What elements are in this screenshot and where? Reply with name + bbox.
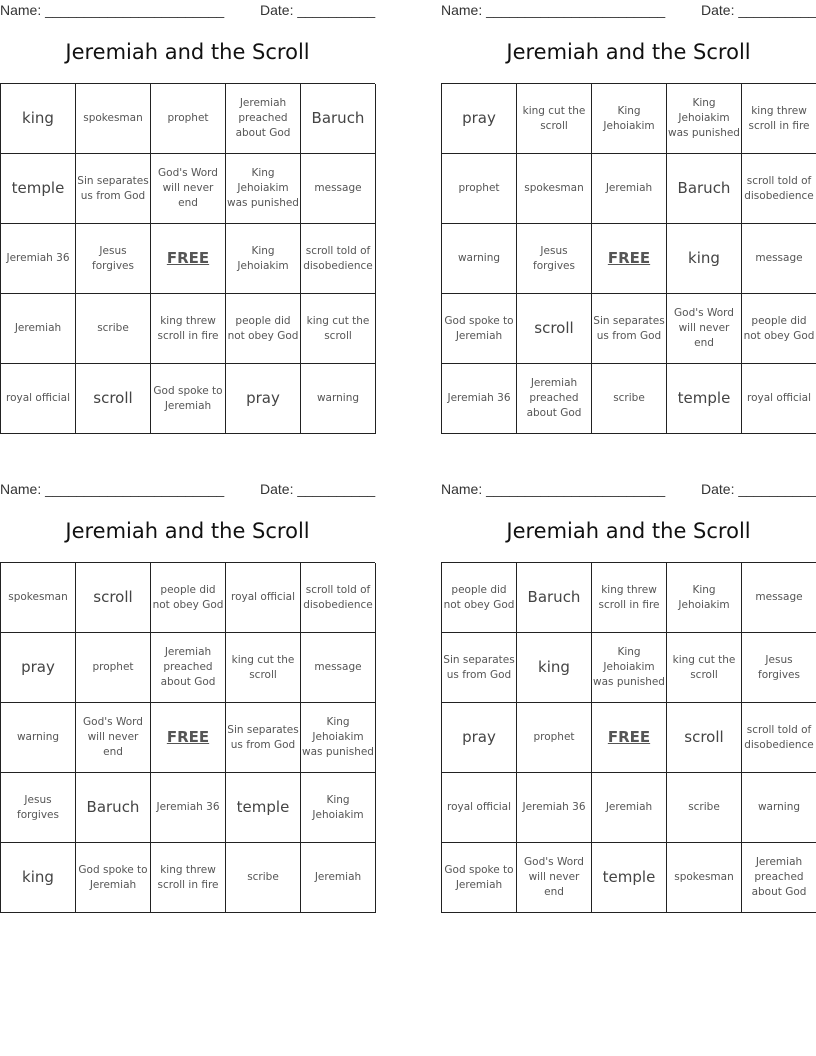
bingo-cell: Jeremiah [592, 154, 667, 224]
bingo-cell: pray [442, 703, 517, 773]
bingo-cell: Jeremiah [1, 294, 76, 364]
bingo-cell: spokesman [517, 154, 592, 224]
bingo-card-3 [0, 479, 375, 914]
bingo-cell: king cut the scroll [517, 84, 592, 154]
bingo-cell: prophet [151, 84, 226, 154]
bingo-cell: Jesus forgives [76, 224, 151, 294]
bingo-grid [0, 83, 375, 434]
name-date-row [441, 481, 816, 499]
name-date-row [0, 2, 375, 20]
bingo-cell: message [301, 633, 376, 703]
bingo-cell: Sin separates us from God [592, 294, 667, 364]
bingo-cell: king threw scroll in fire [742, 84, 816, 154]
bingo-card-4 [441, 479, 816, 914]
bingo-cell: spokesman [1, 563, 76, 633]
bingo-cell: scroll told of disobedience [301, 224, 376, 294]
name-field: Name: _______________________ [0, 2, 225, 18]
bingo-cell: king [1, 84, 76, 154]
bingo-cell: temple [667, 364, 742, 434]
bingo-cell: God spoke to Jeremiah [442, 294, 517, 364]
bingo-cell: Sin separates us from God [442, 633, 517, 703]
bingo-cell: Jeremiah preached about God [742, 843, 816, 913]
bingo-cell: scribe [667, 773, 742, 843]
bingo-cell: King Jehoiakim was punished [301, 703, 376, 773]
bingo-cell: Jeremiah preached about God [517, 364, 592, 434]
bingo-cell: Sin separates us from God [76, 154, 151, 224]
bingo-cell: royal official [226, 563, 301, 633]
bingo-cell: king cut the scroll [226, 633, 301, 703]
bingo-cell: message [742, 563, 816, 633]
bingo-cell: scroll [76, 364, 151, 434]
bingo-cell: Jeremiah [301, 843, 376, 913]
bingo-cell: Jeremiah preached about God [226, 84, 301, 154]
bingo-cell: king threw scroll in fire [592, 563, 667, 633]
bingo-cell: King Jehoiakim [667, 563, 742, 633]
bingo-cell: message [301, 154, 376, 224]
bingo-cell: God's Word will never end [76, 703, 151, 773]
bingo-grid [441, 83, 816, 434]
card-title: Jeremiah and the Scroll [65, 519, 310, 543]
free-space-cell: FREE [151, 224, 226, 294]
bingo-cell: God spoke to Jeremiah [76, 843, 151, 913]
bingo-cell: Jeremiah 36 [151, 773, 226, 843]
bingo-cell: king cut the scroll [667, 633, 742, 703]
bingo-cell: scribe [592, 364, 667, 434]
bingo-grid [441, 562, 816, 913]
name-field: Name: _______________________ [441, 481, 666, 497]
bingo-cell: God's Word will never end [151, 154, 226, 224]
bingo-cell: people did not obey God [151, 563, 226, 633]
bingo-cell: Baruch [517, 563, 592, 633]
bingo-cell: scribe [76, 294, 151, 364]
bingo-card-1 [0, 0, 375, 435]
bingo-cell: King Jehoiakim was punished [592, 633, 667, 703]
name-date-row [0, 481, 375, 499]
bingo-cell: Baruch [667, 154, 742, 224]
bingo-cell: Jeremiah 36 [1, 224, 76, 294]
date-field: Date: __________ [701, 2, 816, 18]
bingo-cell: spokesman [76, 84, 151, 154]
bingo-cell: scroll [76, 563, 151, 633]
bingo-cell: pray [442, 84, 517, 154]
bingo-cell: scroll [667, 703, 742, 773]
bingo-cell: warning [442, 224, 517, 294]
bingo-cell: temple [1, 154, 76, 224]
bingo-cell: royal official [442, 773, 517, 843]
bingo-cell: king [667, 224, 742, 294]
bingo-cell: prophet [442, 154, 517, 224]
bingo-cell: God's Word will never end [667, 294, 742, 364]
free-space-cell: FREE [592, 224, 667, 294]
bingo-cell: scroll told of disobedience [742, 154, 816, 224]
bingo-cell: Jesus forgives [517, 224, 592, 294]
name-field: Name: _______________________ [0, 481, 225, 497]
card-title: Jeremiah and the Scroll [65, 40, 310, 64]
bingo-cell: God spoke to Jeremiah [442, 843, 517, 913]
bingo-cell: Jeremiah 36 [517, 773, 592, 843]
name-date-row [441, 2, 816, 20]
bingo-cell: king [517, 633, 592, 703]
bingo-cell: scroll [517, 294, 592, 364]
bingo-cell: royal official [1, 364, 76, 434]
name-field: Name: _______________________ [441, 2, 666, 18]
bingo-cell: Jeremiah preached about God [151, 633, 226, 703]
bingo-cell: people did not obey God [742, 294, 816, 364]
bingo-cell: Jesus forgives [1, 773, 76, 843]
bingo-cell: people did not obey God [226, 294, 301, 364]
bingo-cell: Jesus forgives [742, 633, 816, 703]
bingo-cell: God's Word will never end [517, 843, 592, 913]
free-space-cell: FREE [592, 703, 667, 773]
bingo-cell: king threw scroll in fire [151, 843, 226, 913]
bingo-cell: scribe [226, 843, 301, 913]
bingo-grid [0, 562, 375, 913]
bingo-cell: king [1, 843, 76, 913]
bingo-cell: royal official [742, 364, 816, 434]
date-field: Date: __________ [260, 481, 376, 497]
date-field: Date: __________ [260, 2, 376, 18]
bingo-cell: Jeremiah [592, 773, 667, 843]
bingo-cell: God spoke to Jeremiah [151, 364, 226, 434]
bingo-cell: temple [226, 773, 301, 843]
bingo-cell: scroll told of disobedience [301, 563, 376, 633]
bingo-cell: prophet [517, 703, 592, 773]
bingo-cell: message [742, 224, 816, 294]
bingo-cell: king threw scroll in fire [151, 294, 226, 364]
bingo-cell: King Jehoiakim was punished [667, 84, 742, 154]
card-title: Jeremiah and the Scroll [506, 519, 751, 543]
bingo-cell: Jeremiah 36 [442, 364, 517, 434]
bingo-cell: King Jehoiakim [592, 84, 667, 154]
bingo-cell: prophet [76, 633, 151, 703]
free-space-cell: FREE [151, 703, 226, 773]
bingo-cell: warning [301, 364, 376, 434]
bingo-cell: pray [226, 364, 301, 434]
bingo-cell: pray [1, 633, 76, 703]
bingo-cell: King Jehoiakim [226, 224, 301, 294]
bingo-cell: Baruch [301, 84, 376, 154]
bingo-cell: king cut the scroll [301, 294, 376, 364]
bingo-cell: King Jehoiakim was punished [226, 154, 301, 224]
bingo-cell: King Jehoiakim [301, 773, 376, 843]
bingo-cell: warning [742, 773, 816, 843]
bingo-card-2 [441, 0, 816, 435]
bingo-cell: scroll told of disobedience [742, 703, 816, 773]
bingo-cell: Baruch [76, 773, 151, 843]
bingo-cell: temple [592, 843, 667, 913]
bingo-cell: spokesman [667, 843, 742, 913]
card-title: Jeremiah and the Scroll [506, 40, 751, 64]
bingo-cell: people did not obey God [442, 563, 517, 633]
date-field: Date: __________ [701, 481, 816, 497]
bingo-cell: Sin separates us from God [226, 703, 301, 773]
bingo-cell: warning [1, 703, 76, 773]
